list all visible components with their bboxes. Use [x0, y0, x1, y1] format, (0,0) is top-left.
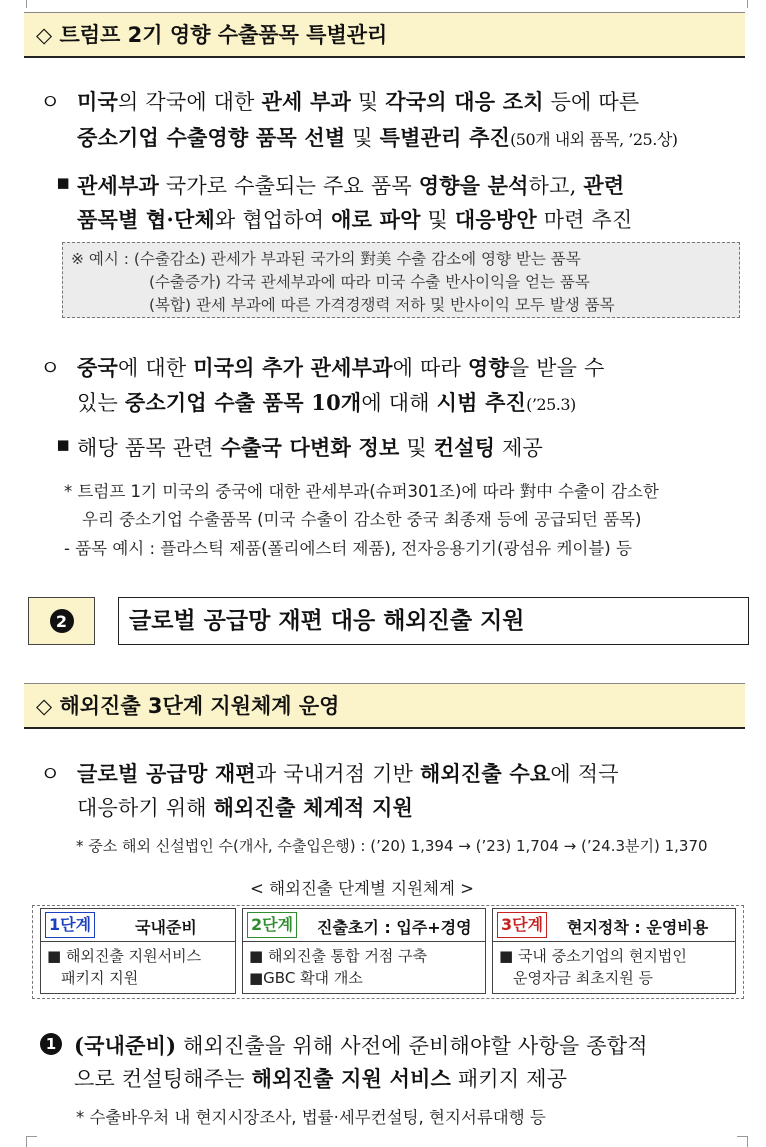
stage-3-body-line-1: ■ 국내 중소기업의 현지법인	[499, 947, 687, 965]
emphasis-text: 애로 파악	[331, 207, 421, 232]
emphasis-text: 해외진출 체계적 지원	[213, 795, 414, 820]
item-number: 1	[40, 1033, 62, 1055]
stage-1-title: 국내준비	[135, 918, 197, 937]
bullet-square: ▪	[56, 432, 71, 456]
emphasis-text: 관련	[583, 173, 625, 198]
body-text: 패키지 제공	[451, 1067, 568, 1091]
body-text: 의 각국에 대한	[117, 90, 262, 114]
corner-mark-bottom-left	[26, 1136, 37, 1147]
stage-1-tag: 1단계	[45, 912, 95, 938]
emphasis-text: 중소기업 수출 품목 10개	[124, 390, 362, 415]
example-line-3: (복합) 관세 부과에 따른 가격경쟁력 저하 및 반사이익 모두 발생 품목	[149, 296, 615, 314]
stage-3-card	[492, 908, 736, 994]
emphasis-text: 관세 부과	[261, 89, 351, 114]
bullet-square: ▪	[56, 170, 71, 194]
stage-3-header	[493, 909, 735, 942]
stage-2-card	[242, 908, 486, 994]
paragraph-china-line2	[77, 387, 576, 417]
body-text: 으로 컨설팅해주는	[74, 1067, 252, 1091]
body-text: 와 협업하여	[214, 208, 332, 232]
paragraph-tariff-line2	[77, 122, 678, 152]
stage-1-header	[41, 909, 235, 942]
note-super301-line1: * 트럼프 1기 미국의 중국에 대한 관세부과(슈퍼301조)에 따라 對中 수출이 감소한	[64, 482, 659, 501]
example-line-2: (수출증가) 각국 관세부과에 따라 미국 수출 반사이익을 얻는 품목	[149, 273, 590, 291]
note-item-examples: - 품목 예시 : 플라스틱 제품(폴리에스터 제품), 전자응용기기(광섬유 케이블) 등	[64, 539, 632, 558]
emphasis-text: 글로벌 공급망 재편	[77, 761, 256, 786]
body-text: 국가로 수출되는 주요 품목	[158, 174, 419, 198]
body-text: 을 받을 수	[508, 356, 605, 380]
emphasis-text: 특별관리 추진	[379, 125, 511, 150]
body-text: 제공	[495, 436, 544, 460]
emphasis-text: 컨설팅	[433, 435, 496, 460]
corner-mark-top-left	[26, 0, 37, 8]
emphasis-text: 각국의 대응 조치	[385, 89, 544, 114]
body-text: 해외진출을 위해 사전에 준비해야할 사항을 종합적	[176, 1034, 648, 1058]
body-text: 등에 따른	[543, 90, 640, 114]
corner-mark-bottom-right	[737, 1136, 748, 1147]
subparagraph-analysis-line2	[77, 204, 633, 234]
note-super301-line2: 우리 중소기업 수출품목 (미국 수출이 감소한 중국 최종재 등에 공급되던 품목)	[82, 510, 642, 529]
stage-2-title: 진출초기 : 입주+경영	[317, 918, 472, 937]
body-text: 에 따라	[392, 356, 468, 380]
emphasis-text: (국내준비)	[74, 1033, 177, 1058]
paragraph-china-line1	[77, 352, 605, 382]
body-text: 있는	[77, 391, 125, 415]
emphasis-text: 품목별 협·단체	[77, 207, 215, 232]
chapter-title: 글로벌 공급망 재편 대응 해외진출 지원	[118, 597, 749, 645]
emphasis-text: 영향을 분석	[418, 173, 529, 198]
stage-2-header	[243, 909, 485, 942]
section-header-overseas: ◇ 해외진출 3단계 지원체계 운영	[24, 683, 745, 729]
emphasis-text: 미국	[77, 89, 118, 114]
emphasis-text: 영향	[467, 355, 509, 380]
stage-3-tag: 3단계	[497, 912, 547, 938]
corner-mark-top-right	[737, 0, 748, 8]
chapter-number-badge	[28, 597, 95, 645]
body-text: 마련 추진	[536, 208, 633, 232]
stage-3-body-line-2: 운영자금 최초지원 등	[513, 969, 653, 987]
item-domestic-prep-line1	[74, 1030, 648, 1060]
body-text: 및	[351, 90, 386, 114]
example-box	[62, 242, 740, 318]
item-domestic-prep-line2	[74, 1063, 567, 1093]
body-text: 에 대해	[361, 391, 437, 415]
stage-3-body	[499, 945, 687, 989]
paragraph-tariff-line1	[77, 86, 639, 116]
bullet-circle: ㅇ	[40, 90, 61, 114]
emphasis-text: 시범 추진	[436, 390, 527, 415]
section-header-trump-tariff: ◇ 트럼프 2기 영향 수출품목 특별관리	[24, 12, 745, 58]
emphasis-text: 해외진출 지원 서비스	[251, 1066, 452, 1091]
body-text: 및	[420, 208, 455, 232]
emphasis-text: 중국	[77, 355, 118, 380]
body-text: 해당 품목 관련	[77, 436, 221, 460]
stage-1-body	[47, 945, 201, 989]
stage-3-title: 현지정착 : 운영비용	[567, 918, 709, 937]
bullet-circle: ㅇ	[40, 356, 61, 380]
body-text: 대응하기 위해	[77, 796, 214, 820]
emphasis-text: 수출국 다변화 정보	[220, 435, 400, 460]
item-number-badge	[40, 1033, 62, 1055]
stage-1-card	[40, 908, 236, 994]
stage-2-body-line-1: ■ 해외진출 통합 거점 구축	[249, 947, 428, 965]
body-text: 에 적극	[550, 762, 619, 786]
body-text: (’25.3)	[526, 395, 576, 414]
stage-1-body-line-2: 패키지 지원	[61, 969, 139, 987]
emphasis-text: 미국의 추가 관세부과	[193, 355, 393, 380]
emphasis-text: 대응방안	[454, 207, 537, 232]
stages-caption: < 해외진출 단계별 지원체계 >	[250, 879, 474, 898]
stage-2-body	[249, 945, 427, 989]
subparagraph-analysis-line1	[77, 170, 624, 200]
emphasis-text: 중소기업 수출영향 품목 선별	[77, 125, 346, 150]
body-text: 하고,	[528, 174, 584, 198]
body-text: 과 국내거점 기반	[255, 762, 420, 786]
body-text: 및	[399, 436, 434, 460]
note-new-corporations: * 중소 해외 신설법인 수(개사, 수출입은행) : (’20) 1,394 → (’23) 1,704 → (’24.3분기) 1,370	[76, 837, 708, 855]
body-text: 및	[345, 126, 380, 150]
example-line-1: ※ 예시 : (수출감소) 관세가 부과된 국가의 對美 수출 감소에 영향 받는 품목	[71, 250, 581, 268]
body-text: (50개 내외 품목, ’25.상)	[510, 130, 678, 149]
chapter-number: 2	[50, 609, 74, 633]
subparagraph-diversification	[77, 432, 543, 462]
stage-2-tag: 2단계	[247, 912, 297, 938]
emphasis-text: 관세부과	[77, 173, 159, 198]
body-text: 에 대한	[117, 356, 194, 380]
bullet-circle: ㅇ	[40, 762, 61, 786]
paragraph-supply-chain-line1	[77, 758, 619, 788]
stage-2-body-line-2: ■GBC 확대 개소	[249, 969, 363, 987]
note-export-voucher: * 수출바우처 내 현지시장조사, 법률·세무컨설팅, 현지서류대행 등	[76, 1108, 546, 1127]
paragraph-supply-chain-line2	[77, 792, 413, 822]
emphasis-text: 해외진출 수요	[419, 761, 551, 786]
stage-1-body-line-1: ■ 해외진출 지원서비스	[47, 947, 202, 965]
